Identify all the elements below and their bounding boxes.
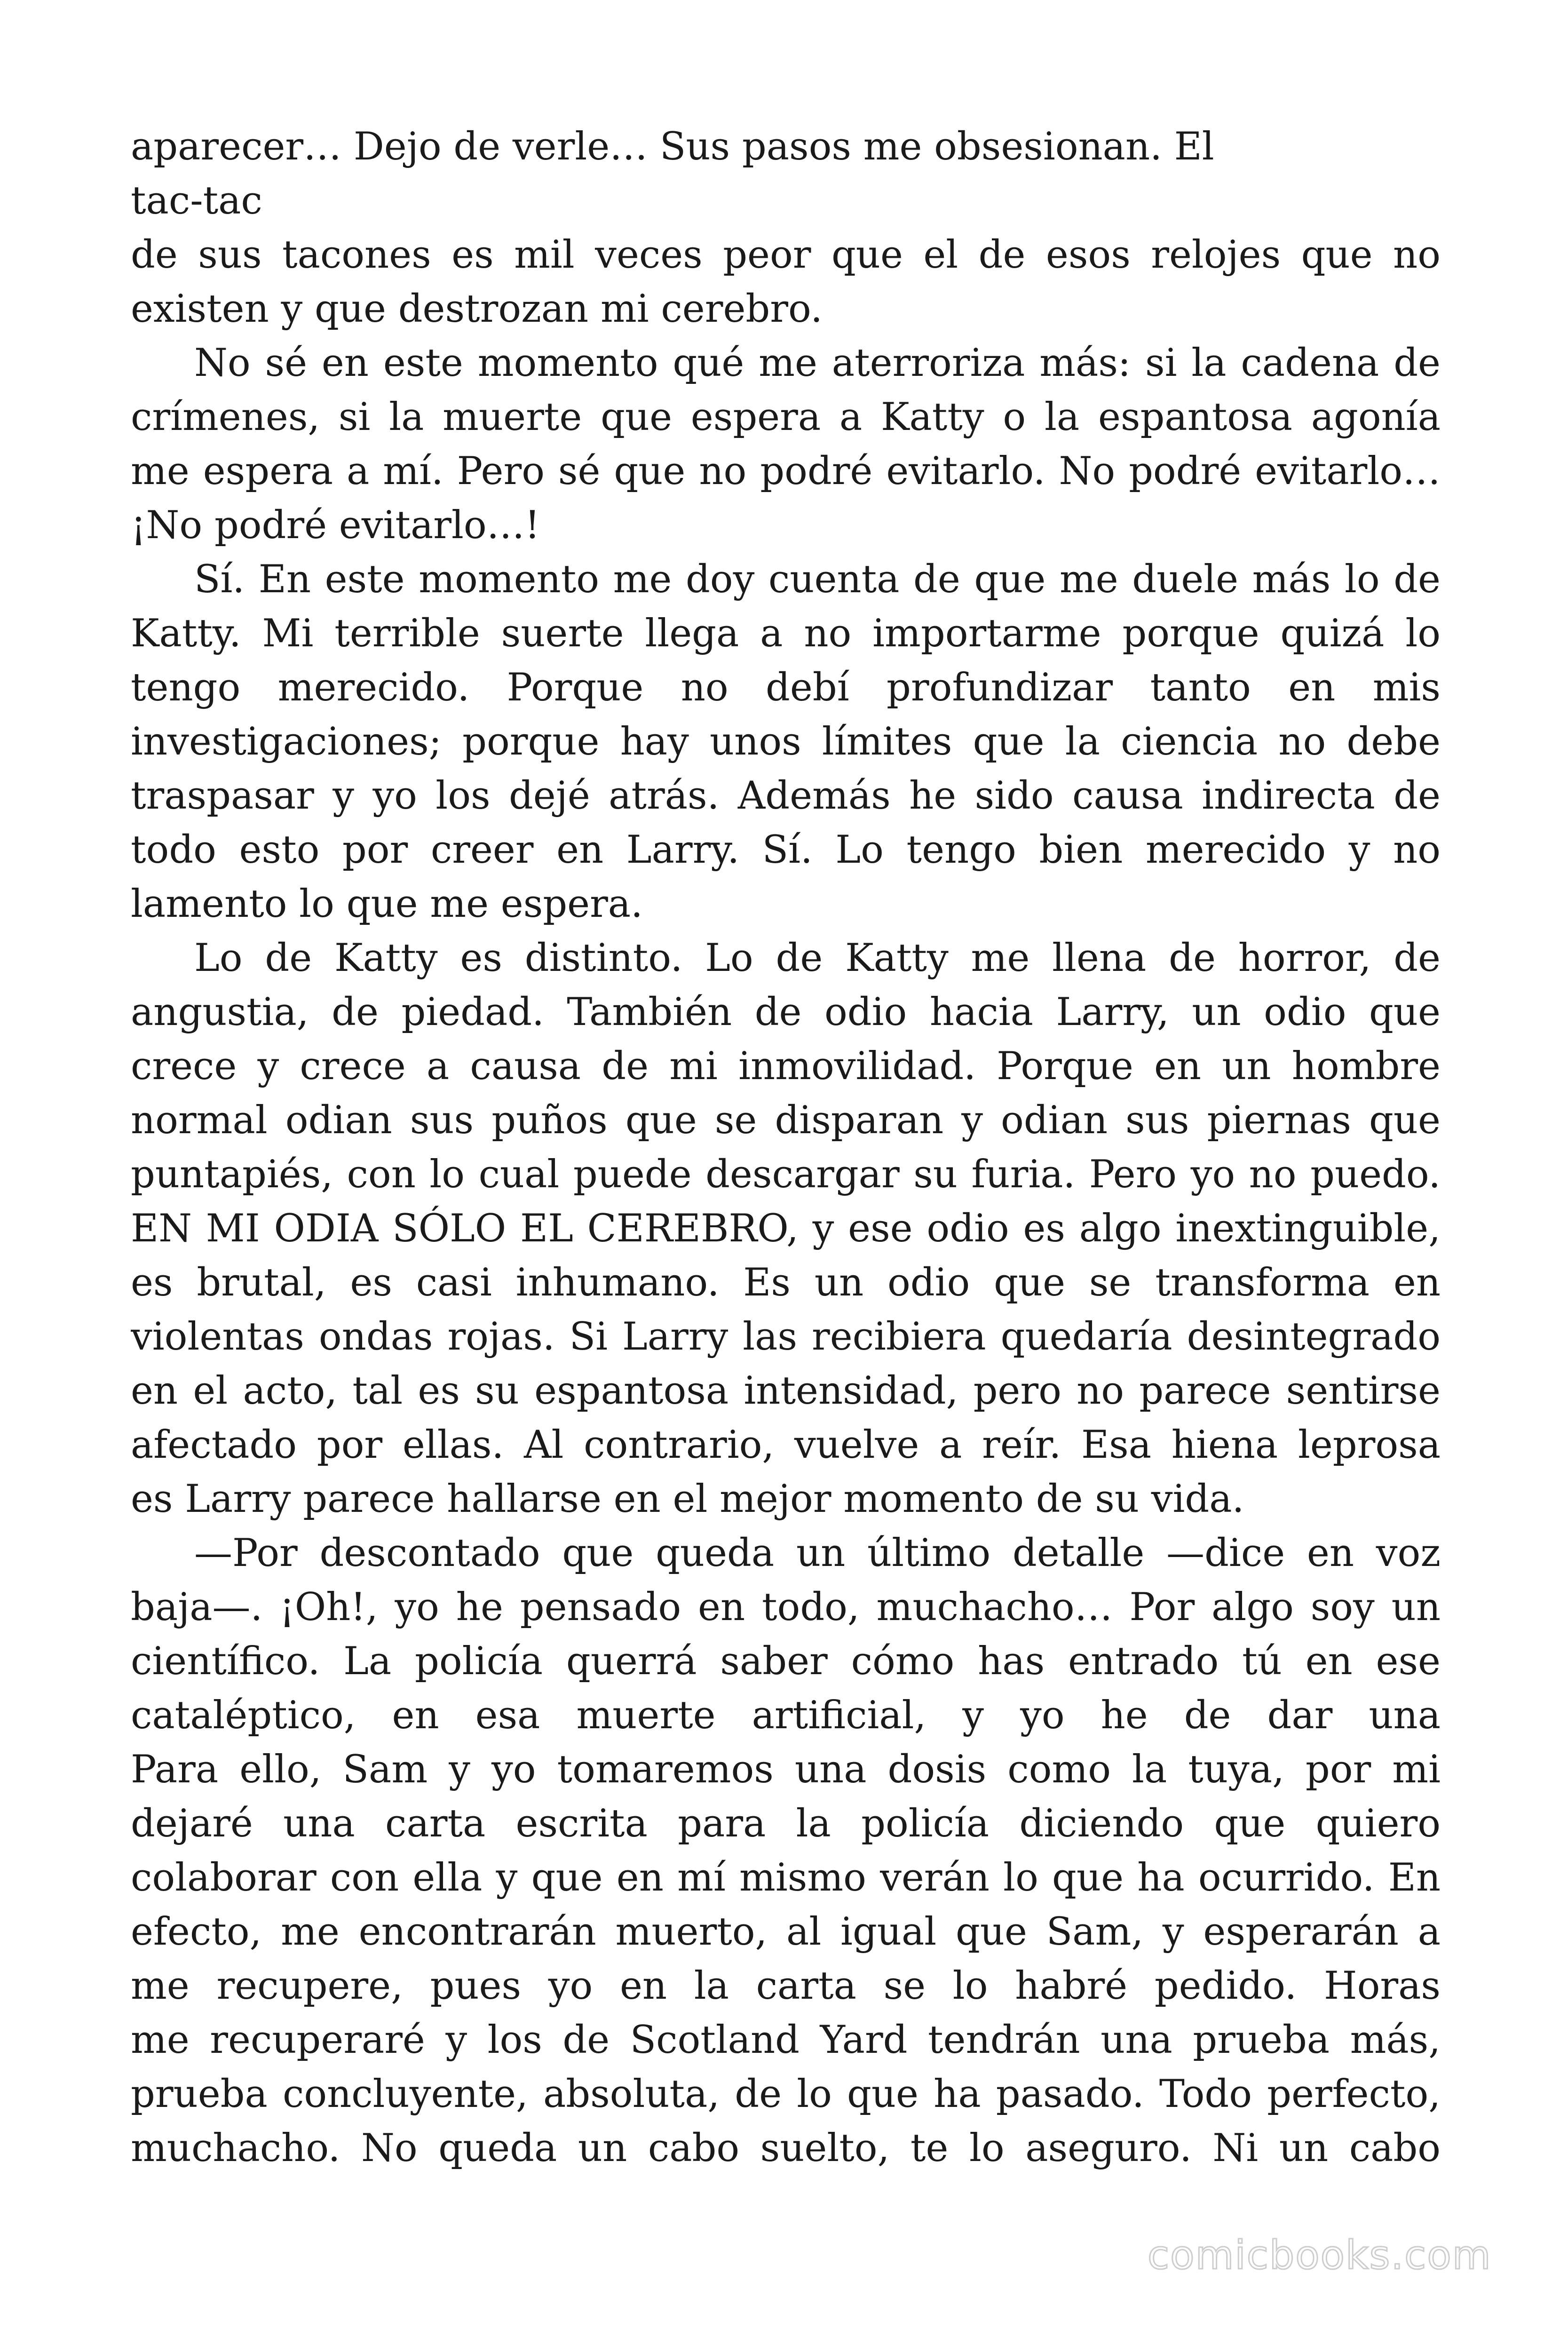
text-line: científico. La policía querrá saber cómo has entrado tú en ese — [131, 1639, 1441, 1684]
text-line: afectado por ellas. Al contrario, vuelve a reír. Esa hiena leprosa — [131, 1423, 1441, 1467]
text-line: Para ello, Sam y yo tomaremos una dosis como la tuya, por mi — [131, 1748, 1441, 1792]
text-line: violentas ondas rojas. Si Larry las recibiera quedaría desintegrado — [131, 1315, 1441, 1359]
text-line: cataléptico, en esa muerte artificial, y yo he de dar una — [131, 1693, 1441, 1738]
text-line: me espera a mí. Pero sé que no podré evitarlo. No podré evitarlo… — [131, 449, 1441, 493]
text-line: ¡No podré evitarlo…! — [131, 503, 540, 548]
text-line: efecto, me encontrarán muerto, al igual que Sam, y esperarán a — [131, 1910, 1441, 1954]
text-line: colaborar con ella y que en mí mismo verán lo que ha ocurrido. En — [131, 1856, 1441, 1900]
text-line: investigaciones; porque hay unos límites que la ciencia no debe — [131, 720, 1441, 764]
text-line: muchacho. No queda un cabo suelto, te lo aseguro. Ni un cabo — [131, 2126, 1441, 2170]
text-line: me recupere, pues yo en la carta se lo habré pedido. Horas — [131, 1964, 1441, 2008]
text-line: dejaré una carta escrita para la policía diciendo que quiero — [131, 1802, 1441, 1846]
text-line: existen y que destrozan mi cerebro. — [131, 287, 823, 331]
paragraph-first-line: —Por descontado que queda un último detalle —dice en voz — [194, 1531, 1441, 1575]
text-line: todo esto por creer en Larry. Sí. Lo tengo bien merecido y no — [131, 828, 1441, 872]
text-line: lamento lo que me espera. — [131, 882, 643, 926]
text-line: EN MI ODIA SÓLO EL CEREBRO, y ese odio es algo inextinguible, — [131, 1207, 1441, 1251]
text-line: crímenes, si la muerte que espera a Katty o la espantosa agonía — [131, 395, 1441, 439]
paragraph-first-line: Lo de Katty es distinto. Lo de Katty me llena de horror, de — [194, 936, 1441, 980]
paragraph-first-line: No sé en este momento qué me aterroriza más: si la cadena de — [194, 341, 1441, 385]
text-line: me recuperaré y los de Scotland Yard tendrán una prueba más, — [131, 2018, 1441, 2062]
body-text — [131, 120, 1441, 2176]
text-line: es Larry parece hallarse en el mejor momento de su vida. — [131, 1477, 1244, 1521]
text-line: tengo merecido. Porque no debí profundizar tanto en mis — [131, 666, 1441, 710]
text-line: normal odian sus puños que se disparan y odian sus piernas que — [131, 1098, 1441, 1143]
text-line: crece y crece a causa de mi inmovilidad. Porque en un hombre — [131, 1044, 1441, 1089]
text-line: traspasar y yo los dejé atrás. Además he sido causa indirecta de — [131, 774, 1441, 818]
text-line: baja—. ¡Oh!, yo he pensado en todo, muchacho… Por algo soy un — [131, 1585, 1441, 1629]
watermark: comicbooks.com — [1148, 2232, 1492, 2278]
text-line: es brutal, es casi inhumano. Es un odio que se transforma en — [131, 1261, 1441, 1305]
text-line: puntapiés, con lo cual puede descargar su furia. Pero yo no puedo. — [131, 1152, 1441, 1197]
text-line: de sus tacones es mil veces peor que el de esos relojes que no — [131, 233, 1441, 277]
text-line: prueba concluyente, absoluta, de lo que ha pasado. Todo perfecto, — [131, 2072, 1441, 2116]
text-line: Katty. Mi terrible suerte llega a no importarme porque quizá lo — [131, 612, 1441, 656]
text-line: aparecer… Dejo de verle… Sus pasos me obsesionan. El — [131, 125, 1214, 169]
paragraph-first-line: Sí. En este momento me doy cuenta de que me duele más lo de — [194, 557, 1441, 602]
text-line: tac-tac — [131, 179, 262, 223]
text-line: angustia, de piedad. También de odio hacia Larry, un odio que — [131, 990, 1441, 1034]
text-line: en el acto, tal es su espantosa intensidad, pero no parece sentirse — [131, 1369, 1441, 1413]
